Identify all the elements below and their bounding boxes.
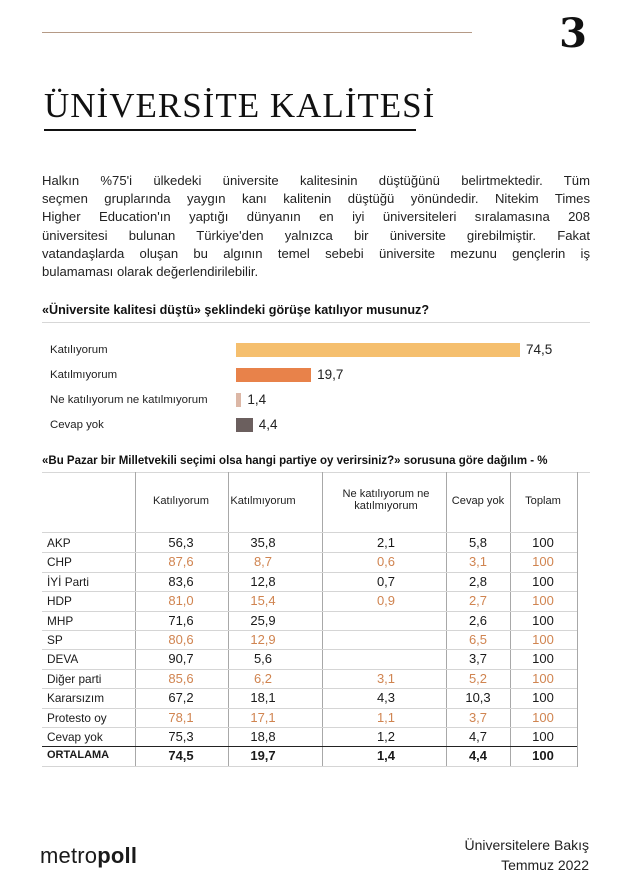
bar-label: Ne katılıyorum ne katılmıyorum <box>50 394 208 406</box>
table-cell: 8,7 <box>253 554 273 570</box>
table-row-label: Kararsızım <box>47 691 105 706</box>
table-row-divider <box>42 708 577 709</box>
logo-text-bold: poll <box>97 843 138 868</box>
table-cell: 5,2 <box>468 670 488 686</box>
table-column-divider <box>135 472 136 767</box>
table-cell: 2,8 <box>468 573 488 589</box>
table-cell: 1,4 <box>376 748 396 764</box>
table-cell: 100 <box>532 535 554 550</box>
table-column-header: Toplam <box>525 495 561 507</box>
table-cell: 0,9 <box>376 593 396 609</box>
page-title: ÜNİVERSİTE KALİTESİ <box>44 86 436 125</box>
table-column-divider <box>446 472 447 767</box>
bar-value-label: 19,7 <box>317 367 344 382</box>
table-cell: 4,4 <box>468 748 488 764</box>
table-cell: 75,3 <box>168 729 194 744</box>
table-column-header: Ne katılıyorum ne katılmıyorum <box>342 488 430 512</box>
table-cell: 5,6 <box>253 651 273 667</box>
intro-line: vatandaşlarda oluşan bu algının temel sebebi üniversite mezunu gençlerin iş <box>42 245 590 261</box>
table-cell: 17,1 <box>250 709 276 725</box>
table-row-divider <box>42 766 577 767</box>
table-cell: 1,2 <box>376 729 396 744</box>
table-column-divider <box>228 472 229 767</box>
intro-line: Halkın %75'i ülkedeki üniversite kalitesinin düştüğünü belirtmektedir. Tüm <box>42 173 590 188</box>
table-cell: 83,6 <box>168 573 194 589</box>
table-cell: 2,7 <box>468 593 488 609</box>
table-cell: 35,8 <box>250 535 276 550</box>
table-cell: 100 <box>532 748 554 764</box>
table-title: «Bu Pazar bir Milletvekili seçimi olsa hangi partiye oy verirsiniz?» sorusuna göre dağılım - % <box>42 455 548 467</box>
bar-label: Cevap yok <box>50 419 104 431</box>
table-row-label: ORTALAMA <box>47 749 110 762</box>
table-column-divider <box>577 472 578 767</box>
table-row-divider <box>42 552 577 553</box>
bar-label: Katılıyorum <box>50 344 108 356</box>
logo-text-light: metro <box>40 843 98 868</box>
table-column-header: Katılıyorum <box>152 495 210 507</box>
table-cell: 3,1 <box>376 670 396 686</box>
page-number: 3 <box>559 10 587 57</box>
table-cell: 100 <box>532 573 554 589</box>
table-row-label: İYİ Parti <box>47 574 89 589</box>
table-cell: 100 <box>532 651 554 667</box>
table-row-divider <box>42 649 577 650</box>
table-column-divider <box>510 472 511 767</box>
table-cell: 100 <box>532 709 554 725</box>
table-cell: 25,9 <box>250 612 276 628</box>
table-row-divider <box>42 572 577 573</box>
bar-label: Katılmıyorum <box>50 369 118 381</box>
table-row-label: Protesto oy <box>47 710 107 725</box>
table-cell: 15,4 <box>250 593 276 609</box>
table-cell: 12,9 <box>250 632 276 647</box>
table-title-rule <box>42 472 590 473</box>
table-cell: 78,1 <box>168 709 194 725</box>
intro-paragraph <box>42 172 590 281</box>
table-cell: 2,6 <box>468 612 488 628</box>
chart-title-rule <box>42 322 590 323</box>
bar <box>236 343 520 357</box>
table-cell: 1,1 <box>376 709 396 725</box>
bar <box>236 368 311 382</box>
table-row-divider <box>42 669 577 670</box>
table-cell: 0,7 <box>376 573 396 589</box>
table-cell: 4,7 <box>468 729 488 744</box>
table-row-label: CHP <box>47 555 72 570</box>
footer-report-name: Üniversitelere Bakış <box>464 837 589 853</box>
table-cell: 67,2 <box>168 690 194 706</box>
table-cell: 80,6 <box>168 632 194 647</box>
table-cell: 3,7 <box>468 651 488 667</box>
bar-value-label: 74,5 <box>526 342 553 357</box>
table-cell: 100 <box>532 729 554 744</box>
table-row-divider <box>42 591 577 592</box>
table-cell: 100 <box>532 593 554 609</box>
table-cell: 81,0 <box>168 593 194 609</box>
table-cell: 90,7 <box>168 651 194 667</box>
table-cell: 10,3 <box>465 690 491 706</box>
table-cell: 100 <box>532 670 554 686</box>
table-cell: 2,1 <box>376 535 396 550</box>
table-cell: 56,3 <box>168 535 194 550</box>
table-cell: 0,6 <box>376 554 396 570</box>
table-row-label: SP <box>47 633 63 647</box>
table-cell: 18,1 <box>250 690 276 706</box>
bar <box>236 418 253 432</box>
table-row-label: Cevap yok <box>47 730 103 744</box>
chart-title: «Üniversite kalitesi düştü» şeklindeki görüşe katılıyor musunuz? <box>42 303 430 317</box>
table-cell: 4,3 <box>376 690 396 706</box>
bar-value-label: 4,4 <box>258 417 278 432</box>
table-cell: 6,5 <box>468 632 488 647</box>
table-cell: 6,2 <box>253 670 273 686</box>
bar-value-label: 1,4 <box>247 392 267 407</box>
table-cell: 71,6 <box>168 612 194 628</box>
bar <box>236 393 241 407</box>
table-row-label: MHP <box>47 613 74 628</box>
table-cell: 3,7 <box>468 709 488 725</box>
table-row-divider <box>42 746 577 747</box>
top-rule <box>42 32 472 33</box>
table-row-label: DEVA <box>47 652 79 667</box>
table-row-divider <box>42 727 577 728</box>
table-cell: 3,1 <box>468 554 488 570</box>
table-row-divider <box>42 532 577 533</box>
table-row-divider <box>42 611 577 612</box>
intro-line: seçmen gruplarında yaygın kanı kalitenin düştüğü yönündedir. Nitekim Times <box>42 191 590 207</box>
table-column-divider <box>322 472 323 767</box>
table-cell: 18,8 <box>250 729 276 744</box>
table-row-divider <box>42 688 577 689</box>
table-cell: 85,6 <box>168 670 194 686</box>
table-cell: 74,5 <box>168 748 194 764</box>
table-column-header: Katılmıyorum <box>230 495 296 507</box>
intro-line: Higher Education'ın yaptığı dünyanın en iyi üniversiteleri sıralamasına 208 <box>42 209 590 225</box>
table-cell: 100 <box>532 612 554 628</box>
table-cell: 87,6 <box>168 554 194 570</box>
footer-date: Temmuz 2022 <box>501 857 589 873</box>
table-cell: 100 <box>532 632 554 647</box>
title-underline <box>44 129 416 131</box>
table-cell: 19,7 <box>250 748 276 764</box>
table-row-label: Diğer parti <box>47 671 102 686</box>
table-column-header: Cevap yok <box>451 495 505 507</box>
table-cell: 5,8 <box>468 535 488 550</box>
table-cell: 100 <box>532 554 554 570</box>
table-cell: 12,8 <box>250 573 276 589</box>
metropoll-logo <box>40 843 137 869</box>
table-row-divider <box>42 630 577 631</box>
table-cell: 100 <box>532 690 554 706</box>
intro-line: bulamaması olarak değerlendirilebilir. <box>42 264 259 280</box>
intro-line: üniversitesi bulunan Türkiye'den yalnızca bir üniversite girebilmiştir. Fakat <box>42 227 590 243</box>
table-row-label: AKP <box>47 536 71 550</box>
table-row-label: HDP <box>47 594 72 609</box>
